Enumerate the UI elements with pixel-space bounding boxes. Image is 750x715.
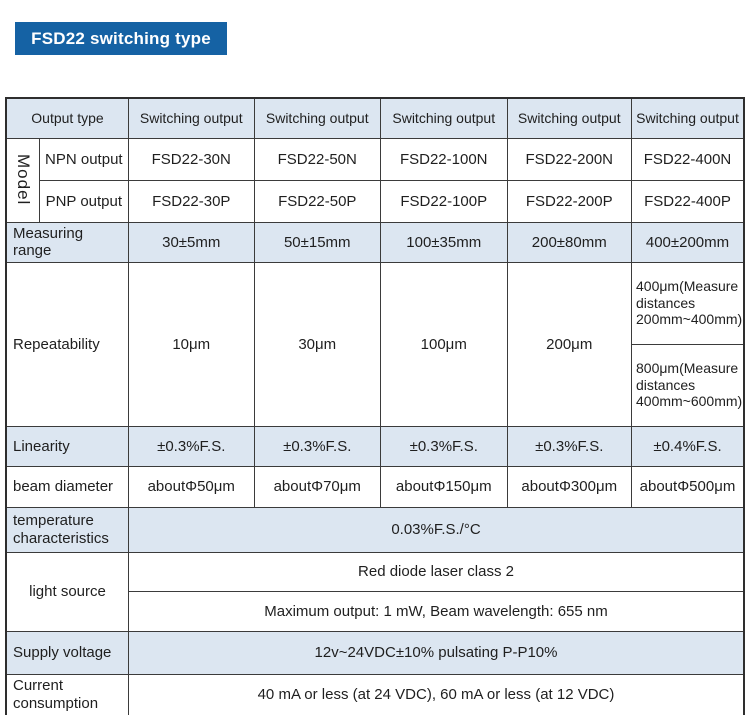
repeatability-3: 200μm [507,262,632,426]
temperature-label: temperature characteristics [6,507,129,552]
light-source-label: light source [6,552,129,631]
repeatability-2: 100μm [381,262,508,426]
light-source-value-1: Maximum output: 1 mW, Beam wavelength: 655 nm [129,591,745,631]
linearity-3: ±0.3%F.S. [507,426,632,466]
measuring-range-2: 100±35mm [381,222,508,262]
pnp-output-label: PNP output [39,180,128,222]
model-label: Model [13,154,33,206]
npn-model-2: FSD22-100N [381,138,508,180]
measuring-range-3: 200±80mm [507,222,632,262]
pnp-model-1: FSD22-50P [254,180,381,222]
header-switching-output-1: Switching output [254,98,381,138]
beam-diameter-row [6,466,744,507]
repeatability-row-top [6,262,744,344]
header-output-type: Output type [6,98,129,138]
light-source-row-top [6,552,744,591]
temperature-row [6,507,744,552]
current-consumption-value: 40 mA or less (at 24 VDC), 60 mA or less (at 12 VDC) [129,674,745,715]
repeatability-0: 10μm [129,262,255,426]
header-row [6,98,744,138]
pnp-model-3: FSD22-200P [507,180,632,222]
linearity-2: ±0.3%F.S. [381,426,508,466]
supply-voltage-value: 12v~24VDC±10% pulsating P-P10% [129,631,745,674]
header-switching-output-2: Switching output [381,98,508,138]
npn-model-4: FSD22-400N [632,138,745,180]
light-source-value-0: Red diode laser class 2 [129,552,745,591]
beam-diameter-0: aboutΦ50μm [129,466,255,507]
measuring-range-0: 30±5mm [129,222,255,262]
measuring-range-label: Measuring range [6,222,129,262]
page-title: FSD22 switching type [31,28,211,48]
npn-model-0: FSD22-30N [129,138,255,180]
linearity-0: ±0.3%F.S. [129,426,255,466]
linearity-4: ±0.4%F.S. [632,426,745,466]
beam-diameter-label: beam diameter [6,466,129,507]
page-title-banner [15,22,227,55]
header-switching-output-0: Switching output [129,98,255,138]
header-switching-output-4: Switching output [632,98,745,138]
current-consumption-label: Current consumption [6,674,129,715]
npn-model-3: FSD22-200N [507,138,632,180]
npn-model-1: FSD22-50N [254,138,381,180]
temperature-value: 0.03%F.S./°C [129,507,745,552]
linearity-row [6,426,744,466]
beam-diameter-1: aboutΦ70μm [254,466,381,507]
repeatability-4b: 800μm(Measure distances 400mm~600mm) [632,344,745,426]
measuring-range-4: 400±200mm [632,222,745,262]
pnp-row [6,180,744,222]
spec-table [5,97,745,715]
linearity-label: Linearity [6,426,129,466]
measuring-range-row [6,222,744,262]
pnp-model-0: FSD22-30P [129,180,255,222]
beam-diameter-4: aboutΦ500μm [632,466,745,507]
header-switching-output-3: Switching output [507,98,632,138]
npn-row [6,138,744,180]
linearity-1: ±0.3%F.S. [254,426,381,466]
beam-diameter-3: aboutΦ300μm [507,466,632,507]
repeatability-label: Repeatability [6,262,129,426]
repeatability-4a: 400μm(Measure distances 200mm~400mm) [632,262,745,344]
supply-voltage-row [6,631,744,674]
current-consumption-row [6,674,744,715]
pnp-model-2: FSD22-100P [381,180,508,222]
npn-output-label: NPN output [39,138,128,180]
model-label-cell [6,138,39,222]
repeatability-1: 30μm [254,262,381,426]
measuring-range-1: 50±15mm [254,222,381,262]
supply-voltage-label: Supply voltage [6,631,129,674]
pnp-model-4: FSD22-400P [632,180,745,222]
beam-diameter-2: aboutΦ150μm [381,466,508,507]
